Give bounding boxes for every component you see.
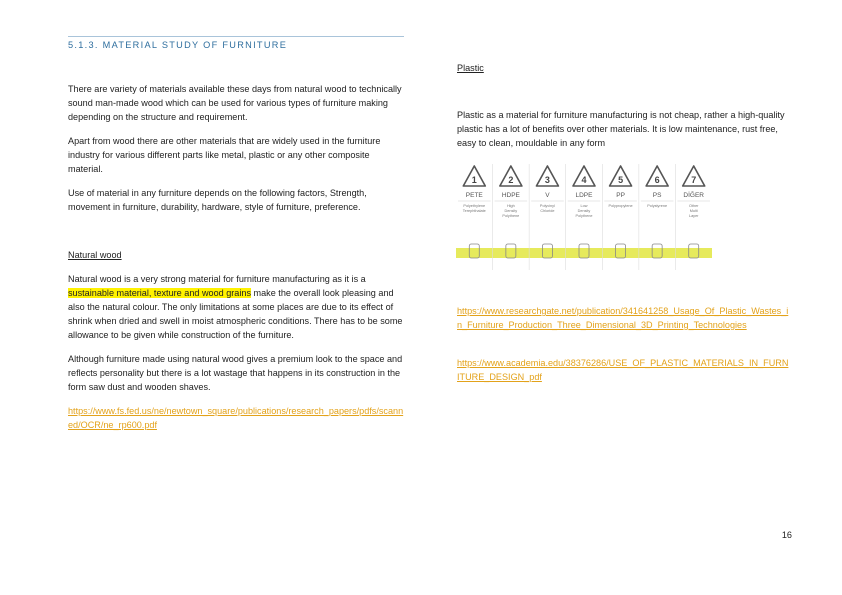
recycle-material-name: Chloride xyxy=(540,209,555,213)
section-heading: 5.1.3. MATERIAL STUDY OF FURNITURE xyxy=(68,40,288,50)
natural-wood-title: Natural wood xyxy=(68,250,122,260)
recycle-number: 3 xyxy=(544,175,550,185)
recycle-code-label: DİĞER xyxy=(683,192,705,199)
recycle-material-name: Density xyxy=(504,209,518,213)
recycle-material-name: Terephthalate xyxy=(462,209,486,213)
plastic-title: Plastic xyxy=(457,63,484,73)
academia-link[interactable]: https://www.academia.edu/38376286/USE_OF_PLASTIC_MATERIALS_IN_FURNITURE_DESIGN_pdf xyxy=(457,358,789,382)
recycle-material-name: Layer xyxy=(688,214,699,218)
recycle-material-name: Polystyrene xyxy=(647,204,668,208)
highlighted-text: sustainable material, texture and wood grains xyxy=(68,288,251,298)
recycle-material-name: Density xyxy=(577,209,591,213)
use-paragraph: Use of material in any furniture depends on the following factors, Strength, movement in furniture, durability, hardware, style of furniture, preference. xyxy=(68,188,367,212)
recycle-material-name: Other xyxy=(688,204,699,208)
plastic-paragraph: Plastic as a material for furniture manufacturing is not cheap, rather a high-quality plastic has a lot of benefits over other materials. It is low maintenance, rust free, easy to clean, mouldable in any form xyxy=(457,110,785,148)
recycle-number: 2 xyxy=(508,175,514,185)
recycle-material-name: Polypropylene xyxy=(608,204,633,208)
recycle-number: 7 xyxy=(691,175,697,185)
recycle-number: 1 xyxy=(471,175,477,185)
recycle-number: 4 xyxy=(581,175,587,185)
natural-wood-paragraph-1: Natural wood is a very strong material for furniture manufacturing as it is a sustainable material, texture and wood grains make the overall look pleasing and also the natural colour. The only limitations at some places are due to its effect of shrink when dried and swell in moist atmospheric conditions. There has to be some allowance to be given while construction of the furniture. xyxy=(68,274,403,340)
intro-paragraph: There are variety of materials available these days from natural wood to technically sound man-made wood which can be used for various types of furniture making depending on the structure and requirement. xyxy=(68,84,402,122)
yellow-band xyxy=(456,248,712,258)
page-number: 16 xyxy=(781,530,792,540)
recycle-code-label: PS xyxy=(652,192,662,199)
recycle-code-label: V xyxy=(545,192,550,199)
recycle-code-label: PP xyxy=(616,192,625,199)
forest-service-link[interactable]: https://www.fs.fed.us/ne/newtown_square/publications/research_papers/pdfs/scanned/OCR/ne_rp600.pdf xyxy=(68,406,404,430)
recycle-number: 6 xyxy=(654,175,660,185)
apart-paragraph: Apart from wood there are other materials that are widely used in the furniture industry for various different parts like metal, plastic or any other composite material. xyxy=(68,136,381,174)
heading-rule xyxy=(68,36,404,37)
recycle-material-name: Polythene xyxy=(575,214,593,218)
recycle-material-name: Polythene xyxy=(502,214,520,218)
recycle-material-name: Polyvinyl xyxy=(539,204,555,208)
recycle-material-name: Multi xyxy=(689,209,698,213)
researchgate-link[interactable]: https://www.researchgate.net/publication/341641258_Usage_Of_Plastic_Wastes_in_Furniture_Production_Three_Dimensional_3D_Printing_Technologies xyxy=(457,306,789,330)
recycle-number: 5 xyxy=(618,175,624,185)
plastic-recycling-codes-figure xyxy=(456,162,712,272)
recycle-material-name: High xyxy=(506,204,515,208)
recycle-code-label: LDPE xyxy=(575,192,593,199)
recycle-material-name: Low xyxy=(580,204,588,208)
natural-wood-paragraph-2: Although furniture made using natural wood gives a premium look to the space and reflects personality but there is a lot wastage that happens in its construction in the form saw dust and wooden shaves. xyxy=(68,354,403,392)
recycle-code-label: HDPE xyxy=(501,192,520,199)
recycle-code-label: PETE xyxy=(465,192,483,199)
recycle-material-name: Polyethylene xyxy=(463,204,486,208)
